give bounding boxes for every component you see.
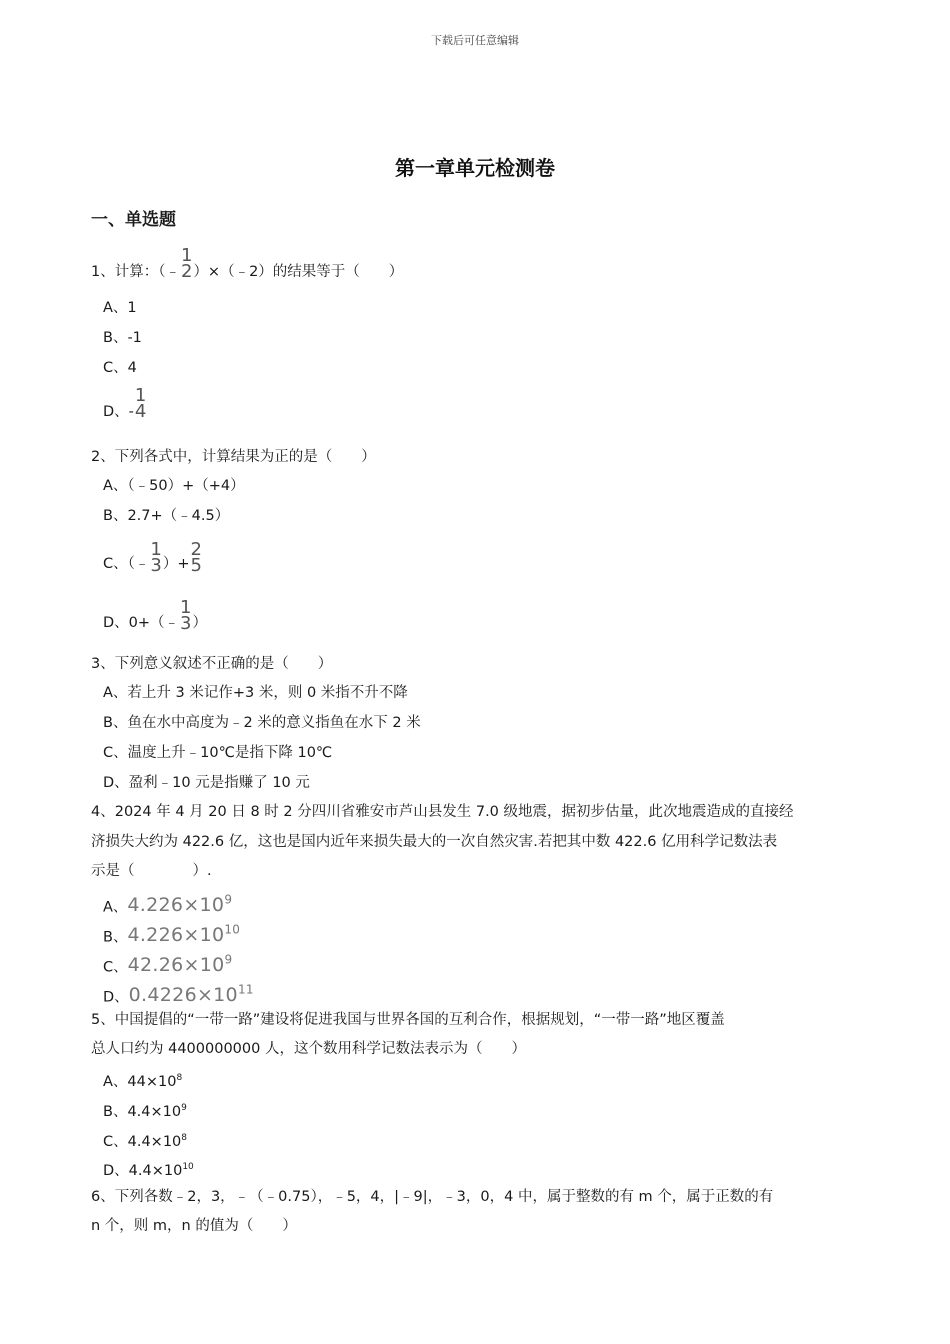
q2-option-c-middle: ）+ [162, 556, 190, 572]
fraction-numerator: 1 [150, 539, 162, 560]
q2-option-c-prefix: C、（﹣ [103, 556, 150, 572]
sci-exponent: 9 [224, 893, 233, 907]
sci-mantissa: 4.226×10 [127, 924, 225, 947]
page-title: 第一章单元检测卷 [395, 156, 555, 180]
q2-option-c-fraction-1 [150, 539, 162, 576]
option-label: B、4.4×10 [103, 1103, 182, 1120]
sci-mantissa: 0.4226×10 [128, 984, 238, 1007]
option-label: A、 [103, 899, 128, 916]
fraction-numerator: 1 [180, 597, 192, 618]
question-2-stem: 2、下列各式中，计算结果为正的是（ ） [91, 449, 376, 465]
fraction-numerator: 1 [180, 245, 193, 266]
question-6-stem-line-1: 6、下列各数﹣2，3，﹣（﹣0.75），﹣5，4，|﹣9|，﹣3，0，4 中，属于整数的有 m 个，属于正数的有 [91, 1189, 774, 1205]
fraction-denominator: 3 [180, 613, 192, 634]
q1-option-b: B、-1 [103, 330, 142, 346]
question-6-stem-line-2: n 个，则 m，n 的值为（ ） [91, 1218, 297, 1234]
question-4-stem-line-1: 4、2024 年 4 月 20 日 8 时 2 分四川省雅安市芦山县发生 7.0 级地震，据初步估量，此次地震造成的直接经 [91, 804, 794, 820]
q5-option-d [103, 1157, 194, 1181]
fraction-denominator: 4 [134, 401, 147, 422]
q2-option-d-suffix: ） [192, 615, 207, 631]
question-5-stem-line-2: 总人口约为 4400000000 人，这个数用科学记数法表示为（ ） [91, 1041, 526, 1057]
q2-option-b: B、2.7+（﹣4.5） [103, 508, 230, 524]
option-label: D、4.4×10 [103, 1162, 183, 1179]
q1-option-a: A、1 [103, 300, 137, 316]
option-label: A、44×10 [103, 1073, 177, 1090]
fraction-denominator: 5 [190, 555, 202, 576]
sci-notation [129, 984, 254, 1006]
section-heading: 一、单选题 [91, 210, 176, 230]
q4-option-d [103, 980, 254, 1007]
option-exponent: 9 [181, 1103, 187, 1113]
q2-option-d-fraction [180, 597, 192, 634]
option-label: C、 [103, 959, 128, 976]
option-label: C、4.4×10 [103, 1133, 182, 1150]
fraction-numerator: 1 [134, 385, 147, 406]
q3-option-a: A、若上升 3 米记作+3 米，则 0 米指不升不降 [103, 685, 408, 701]
sci-mantissa: 4.226×10 [127, 894, 225, 917]
q1-option-d-label: D、- [103, 404, 134, 420]
q4-option-a [103, 890, 232, 917]
q2-option-d-prefix: D、0+（﹣ [103, 615, 180, 631]
q1-stem-part-a: 1、计算：（﹣ [91, 264, 180, 280]
q3-option-d: D、盈利﹣10 元是指赚了 10 元 [103, 775, 310, 791]
sci-mantissa: 42.26×10 [127, 954, 225, 977]
sci-notation [127, 894, 232, 916]
option-exponent: 8 [176, 1073, 183, 1083]
q5-option-c [103, 1128, 187, 1152]
q1-option-d [103, 385, 147, 428]
question-4-stem-line-3: 示是（ ）. [91, 863, 212, 879]
fraction-denominator: 2 [180, 261, 193, 282]
q5-option-a [103, 1068, 182, 1092]
q3-option-c: C、温度上升﹣10℃是指下降 10℃ [103, 745, 333, 761]
sci-notation [127, 924, 240, 946]
sci-exponent: 9 [224, 953, 233, 967]
option-exponent: 8 [181, 1133, 188, 1143]
page-header: 下载后可任意编辑 [431, 34, 519, 47]
sci-notation [128, 954, 233, 976]
q1-option-c: C、4 [103, 360, 137, 376]
q5-option-b [103, 1098, 187, 1122]
q2-option-d [103, 597, 207, 639]
q1-stem-part-b: ）×（﹣2）的结果等于（ ） [193, 264, 404, 280]
question-4-stem-line-2: 济损失大约为 422.6 亿，这也是国内近年来损失最大的一次自然灾害.若把其中数 422.6 亿用科学记数法表 [91, 834, 778, 850]
option-exponent: 10 [182, 1162, 194, 1172]
question-5-stem-line-1: 5、中国提倡的“一带一路”建设将促进我国与世界各国的互利合作，根据规划，“一带一路”地区覆盖 [91, 1012, 725, 1028]
option-label: B、 [103, 929, 128, 946]
q1-option-d-fraction [134, 385, 147, 422]
option-label: D、 [103, 989, 129, 1006]
q2-option-c [103, 539, 203, 580]
q2-option-a: A、（﹣50）+（+4） [103, 478, 245, 494]
q1-fraction [180, 245, 193, 282]
question-1-stem [91, 245, 404, 288]
fraction-denominator: 3 [150, 555, 162, 576]
q4-option-c [103, 950, 232, 977]
q4-option-b [103, 920, 240, 947]
fraction-numerator: 2 [190, 539, 202, 560]
q3-option-b: B、鱼在水中高度为﹣2 米的意义指鱼在水下 2 米 [103, 715, 421, 731]
q2-option-c-fraction-2 [190, 539, 202, 576]
sci-exponent: 11 [237, 983, 254, 997]
question-3-stem: 3、下列意义叙述不正确的是（ ） [91, 656, 333, 672]
sci-exponent: 10 [224, 923, 241, 937]
